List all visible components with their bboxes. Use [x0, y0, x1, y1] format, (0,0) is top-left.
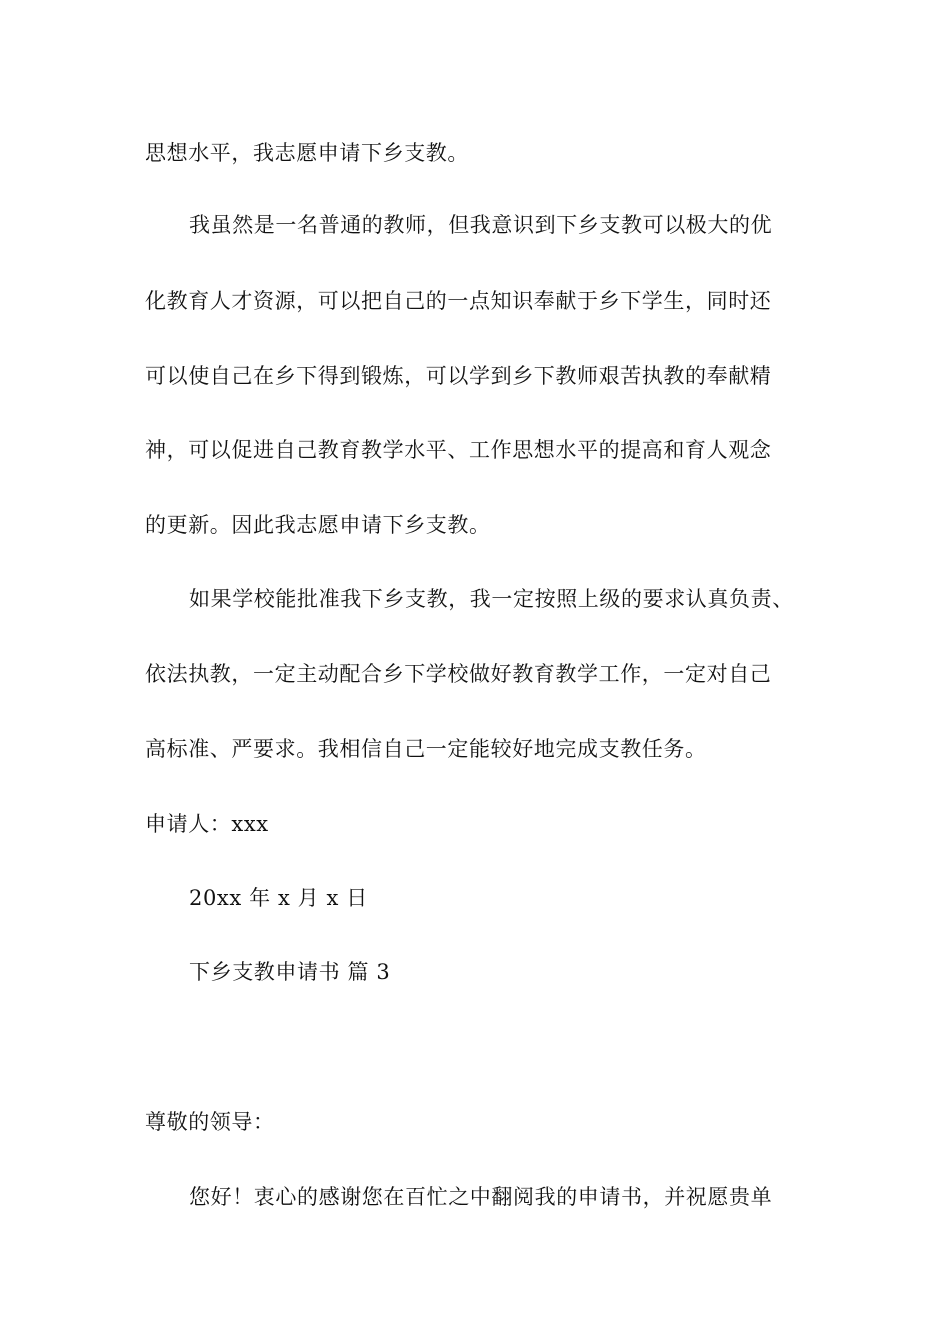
- paragraph-line: 您好！衷心的感谢您在百忙之中翻阅我的申请书，并祝愿贵单: [189, 1185, 773, 1209]
- applicant-signature: 申请人：xxx: [145, 812, 269, 836]
- paragraph-line: 思想水平，我志愿申请下乡支教。: [145, 141, 469, 165]
- paragraph-line: 的更新。因此我志愿申请下乡支教。: [145, 513, 491, 537]
- paragraph-line: 神，可以促进自己教育教学水平、工作思想水平的提高和育人观念: [145, 438, 772, 462]
- salutation: 尊敬的领导：: [145, 1110, 275, 1134]
- section-title: 下乡支教申请书 篇 3: [189, 960, 391, 984]
- paragraph-line: 可以使自己在乡下得到锻炼，可以学到乡下教师艰苦执教的奉献精: [145, 364, 772, 388]
- paragraph-line: 化教育人才资源，可以把自己的一点知识奉献于乡下学生，同时还: [145, 289, 772, 313]
- paragraph-line: 如果学校能批准我下乡支教，我一定按照上级的要求认真负责、: [189, 587, 794, 611]
- date-line: 20xx 年 x 月 x 日: [189, 886, 368, 910]
- paragraph-line: 依法执教，一定主动配合乡下学校做好教育教学工作，一定对自己: [145, 662, 772, 686]
- paragraph-line: 我虽然是一名普通的教师，但我意识到下乡支教可以极大的优: [189, 213, 773, 237]
- paragraph-line: 高标准、严要求。我相信自己一定能较好地完成支教任务。: [145, 737, 707, 761]
